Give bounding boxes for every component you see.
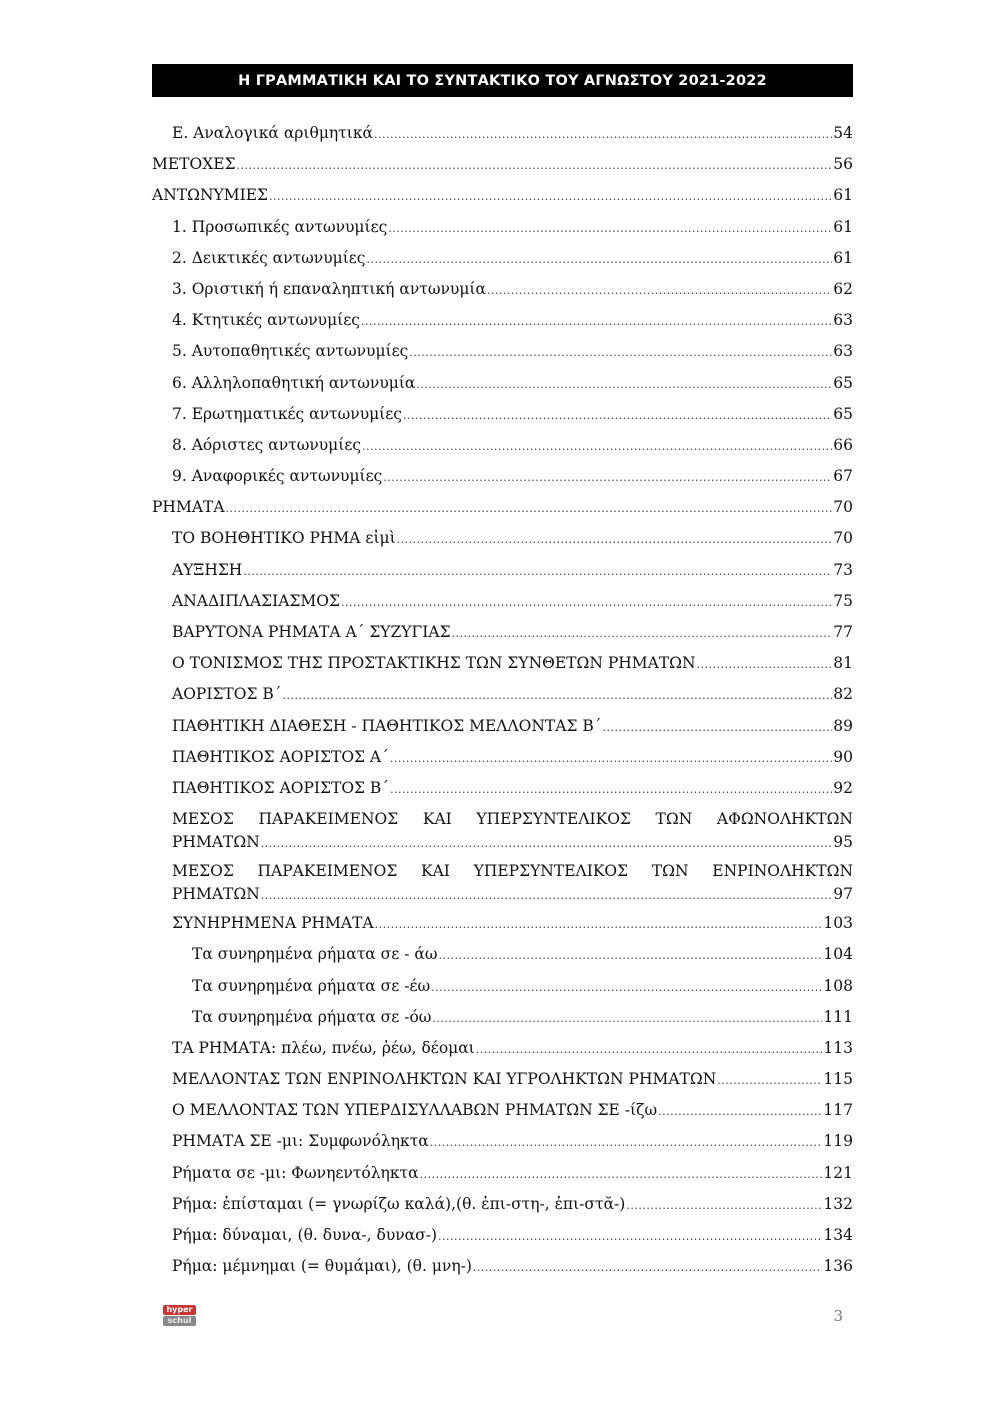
toc-entry-page: 70 [833, 529, 853, 548]
toc-entry [152, 617, 853, 648]
toc-entry-title: ΠΑΘΗΤΙΚΟΣ ΑΟΡΙΣΤΟΣ Α΄ [172, 747, 389, 766]
toc-entry [152, 1189, 853, 1220]
toc-entry-title: Τα συνηρημένα ρήματα σε -έω [192, 976, 431, 995]
toc-entry-title: ΤΑ ΡΗΜΑΤΑ: πλέω, πνέω, ῥέω, δέομαι [172, 1038, 475, 1057]
logo-bottom-text: schul [163, 1316, 196, 1326]
toc-dot-leader [243, 556, 832, 587]
toc-entry-page: 89 [833, 716, 853, 735]
toc-entry [152, 461, 853, 492]
toc-entry-title: 7. Ερωτηματικές αντωνυμίες [172, 404, 402, 423]
toc-entry-page: 63 [833, 311, 853, 330]
toc-entry [152, 1095, 853, 1126]
toc-entry [152, 804, 853, 856]
toc-entry-page: 136 [823, 1257, 853, 1276]
toc-dot-leader [390, 743, 832, 774]
toc-entry-title-cont: ΡΗΜΑΤΩΝ [172, 885, 260, 904]
toc-entry-title: Ο ΤΟΝΙΣΜΟΣ ΤΗΣ ΠΡΟΣΤΑΚΤΙΚΗΣ ΤΩΝ ΣΥΝΘΕΤΩΝ ΡΗΜΑΤΩΝ [172, 654, 696, 673]
toc-entry-title: ΤΟ ΒΟΗΘΗΤΙΚΟ ΡΗΜΑ εἰμὶ [172, 529, 396, 548]
toc-entry-page: 115 [823, 1070, 853, 1089]
toc-entry-page: 97 [833, 885, 853, 904]
toc-dot-leader [409, 337, 832, 368]
toc-entry-page: 63 [833, 342, 853, 361]
toc-entry-page: 70 [833, 498, 853, 517]
toc-entry-page: 132 [823, 1194, 853, 1213]
table-of-contents [152, 118, 853, 1282]
toc-entry-title: ΒΑΡΥΤΟΝΑ ΡΗΜΑΤΑ Α΄ ΣΥΖΥΓΙΑΣ [172, 623, 451, 641]
toc-entry-title-cont: ΡΗΜΑΤΩΝ [172, 833, 260, 852]
publisher-logo [163, 1305, 196, 1327]
toc-entry-title: ΠΑΘΗΤΙΚΗ ΔΙΑΘΕΣΗ - ΠΑΘΗΤΙΚΟΣ ΜΕΛΛΟΝΤΑΣ Β΄ [172, 716, 602, 735]
toc-entry-title: ΡΗΜΑΤΑ ΣΕ -μι: Συμφωνόληκτα [172, 1132, 429, 1151]
toc-entry [152, 368, 853, 399]
toc-entry-title: 9. Αναφορικές αντωνυμίες [172, 467, 383, 486]
toc-entry-title: 2. Δεικτικές αντωνυμίες [172, 248, 366, 267]
toc-dot-leader [374, 119, 832, 150]
toc-entry-page: 62 [833, 279, 853, 298]
toc-dot-leader [416, 369, 832, 400]
toc-entry [152, 1251, 853, 1282]
toc-entry-title: 6. Αλληλοπαθητική αντωνυμία [172, 373, 416, 392]
toc-dot-leader [432, 1003, 822, 1034]
toc-entry-title: Ρήματα σε -μι: Φωνηεντόληκτα [172, 1163, 419, 1182]
toc-entry-page: 134 [823, 1226, 853, 1244]
toc-entry [152, 243, 853, 274]
toc-entry-page: 119 [823, 1132, 853, 1151]
toc-entry [152, 399, 853, 430]
toc-entry-title: ΑΝΑΔΙΠΛΑΣΙΑΣΜΟΣ [172, 591, 340, 610]
toc-dot-leader [658, 1096, 822, 1127]
toc-entry-title: Ρήμα: ἐπίσταμαι (= γνωρίζω καλά),(θ. ἐπι-στη-, ἐπι-στᾰ-) [172, 1194, 626, 1213]
toc-dot-leader [261, 832, 833, 855]
toc-entry-page: 108 [823, 976, 853, 995]
toc-entry [152, 648, 853, 679]
toc-dot-leader [473, 1252, 822, 1283]
toc-entry [152, 274, 853, 305]
toc-entry [152, 305, 853, 336]
toc-entry [152, 492, 853, 523]
toc-dot-leader [476, 1034, 823, 1065]
toc-dot-leader [397, 524, 833, 555]
toc-entry [152, 971, 853, 1002]
toc-dot-leader [487, 275, 832, 306]
header-title: Η ΓΡΑΜΜΑΤΙΚΗ ΚΑΙ ΤΟ ΣΥΝΤΑΚΤΙΚΟ ΤΟΥ ΑΓΝΩΣΤΟΥ 2021-2022 [238, 72, 767, 89]
toc-entry-title: ΣΥΝΗΡΗΜΕΝΑ ΡΗΜΑΤΑ [172, 914, 374, 933]
toc-entry-title: 3. Οριστική ή επαναληπτική αντωνυμία [172, 279, 486, 298]
toc-dot-leader [383, 462, 832, 493]
toc-dot-leader [269, 181, 832, 212]
toc-entry-title: 4. Κτητικές αντωνυμίες [172, 311, 360, 330]
toc-dot-leader [375, 909, 823, 940]
toc-entry [152, 180, 853, 211]
toc-entry-page: 95 [833, 833, 853, 852]
page-header [152, 64, 853, 97]
toc-entry-page: 54 [833, 124, 853, 142]
toc-entry-page: 117 [823, 1101, 853, 1120]
toc-entry [152, 430, 853, 461]
toc-entry-title: 8. Αόριστες αντωνυμίες [172, 435, 362, 454]
toc-dot-leader [430, 1127, 823, 1158]
toc-dot-leader [431, 972, 822, 1003]
toc-dot-leader [367, 244, 833, 275]
toc-entry-title: ΠΑΘΗΤΙΚΟΣ ΑΟΡΙΣΤΟΣ Β΄ [172, 778, 390, 797]
toc-entry-title: Τα συνηρημένα ρήματα σε -όω [192, 1007, 432, 1026]
toc-entry-title: ΜΕΣΟΣ ΠΑΡΑΚΕΙΜΕΝΟΣ ΚΑΙ ΥΠΕΡΣΥΝΤΕΛΙΚΟΣ ΤΩΝ ΕΝΡΙΝΟΛΗΚΤΩΝ [172, 862, 853, 881]
toc-entry [152, 679, 853, 710]
toc-entry-page: 61 [833, 248, 853, 267]
toc-dot-leader [361, 306, 832, 337]
toc-entry-page: 65 [833, 404, 853, 423]
toc-entry-page: 67 [833, 467, 853, 486]
toc-dot-leader [388, 213, 832, 244]
toc-entry-title: Ρήμα: δύναμαι, (θ. δυνα-, δυνασ-) [172, 1226, 437, 1244]
toc-entry-title: ΡΗΜΑΤΑ [152, 498, 225, 517]
toc-dot-leader [226, 493, 833, 524]
toc-dot-leader [452, 618, 833, 649]
toc-entry-page: 121 [823, 1163, 853, 1182]
toc-entry-page: 75 [833, 591, 853, 610]
toc-entry [152, 1064, 853, 1095]
toc-entry [152, 856, 853, 908]
toc-dot-leader [282, 680, 832, 711]
toc-entry-title: ΜΕΤΟΧΕΣ [152, 155, 236, 174]
toc-entry [152, 1126, 853, 1157]
toc-entry [152, 742, 853, 773]
toc-entry [152, 149, 853, 180]
toc-dot-leader [237, 150, 833, 181]
toc-entry [152, 939, 853, 970]
toc-dot-leader [403, 400, 832, 431]
toc-entry-page: 90 [833, 747, 853, 766]
toc-entry-page: 82 [833, 685, 853, 704]
toc-entry-page: 73 [833, 560, 853, 579]
toc-entry-title: ΜΕΛΛΟΝΤΑΣ ΤΩΝ ΕΝΡΙΝΟΛΗΚΤΩΝ ΚΑΙ ΥΓΡΟΛΗΚΤΩΝ ΡΗΜΑΤΩΝ [172, 1070, 717, 1089]
toc-entry [152, 1033, 853, 1064]
toc-entry-page: 66 [833, 435, 853, 454]
toc-entry-page: 92 [833, 778, 853, 797]
toc-entry [152, 711, 853, 742]
toc-dot-leader [420, 1159, 823, 1190]
toc-entry [152, 555, 853, 586]
toc-entry-title: ΑΟΡΙΣΤΟΣ Β΄ [172, 685, 282, 704]
toc-entry-page: 61 [833, 217, 853, 236]
toc-entry [152, 1220, 853, 1251]
toc-entry-page: 56 [833, 155, 853, 174]
toc-dot-leader [362, 431, 832, 462]
page-number: 3 [833, 1307, 843, 1325]
toc-entry-page: 104 [823, 945, 853, 964]
toc-entry [152, 1002, 853, 1033]
toc-entry-page: 113 [823, 1038, 853, 1057]
toc-dot-leader [438, 940, 822, 971]
toc-entry-title: Ο ΜΕΛΛΟΝΤΑΣ ΤΩΝ ΥΠΕΡΔΙΣΥΛΛΑΒΩΝ ΡΗΜΑΤΩΝ ΣΕ -ίζω [172, 1101, 658, 1120]
toc-dot-leader [438, 1221, 822, 1252]
toc-dot-leader [697, 649, 833, 680]
toc-entry [152, 773, 853, 804]
toc-entry [152, 1158, 853, 1189]
toc-entry-page: 77 [833, 623, 853, 641]
toc-entry-title: 1. Προσωπικές αντωνυμίες [172, 217, 388, 236]
toc-dot-leader [603, 712, 833, 743]
toc-entry-page: 103 [823, 914, 853, 933]
toc-entry-title: ΑΝΤΩΝΥΜΙΕΣ [152, 186, 269, 205]
toc-dot-leader [717, 1065, 822, 1096]
toc-entry-title: 5. Αυτοπαθητικές αντωνυμίες [172, 342, 409, 361]
toc-entry-page: 81 [833, 654, 853, 673]
toc-entry-title: Ε. Αναλογικά αριθμητικά [172, 124, 373, 142]
toc-entry-title: Ρήμα: μέμνημαι (= θυμάμαι), (θ. μνη-) [172, 1257, 472, 1276]
toc-entry [152, 586, 853, 617]
toc-entry [152, 908, 853, 939]
toc-dot-leader [390, 774, 832, 805]
logo-top-text: hyper [163, 1305, 196, 1315]
toc-dot-leader [341, 587, 832, 618]
toc-entry-page: 65 [833, 373, 853, 392]
toc-dot-leader [261, 884, 833, 907]
toc-entry [152, 523, 853, 554]
toc-entry-title: ΑΥΞΗΣΗ [172, 560, 243, 579]
toc-entry-page: 61 [833, 186, 853, 205]
toc-entry [152, 336, 853, 367]
toc-dot-leader [626, 1190, 822, 1221]
toc-entry-page: 111 [823, 1007, 853, 1026]
toc-entry-title: ΜΕΣΟΣ ΠΑΡΑΚΕΙΜΕΝΟΣ ΚΑΙ ΥΠΕΡΣΥΝΤΕΛΙΚΟΣ ΤΩΝ ΑΦΩΝΟΛΗΚΤΩΝ [172, 810, 853, 829]
toc-entry-title: Τα συνηρημένα ρήματα σε - άω [192, 945, 438, 964]
toc-entry [152, 212, 853, 243]
toc-entry [152, 118, 853, 149]
